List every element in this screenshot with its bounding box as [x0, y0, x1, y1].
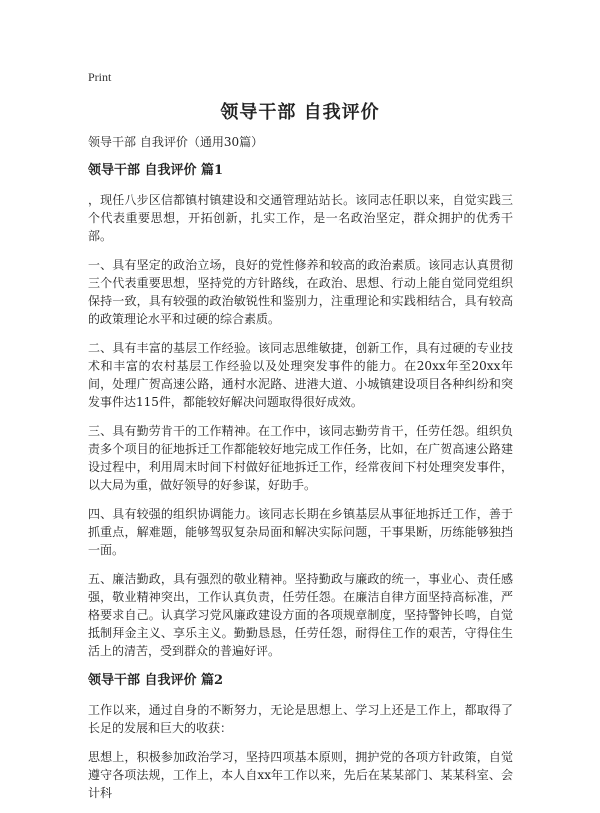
paragraph: ，现任八步区信都镇村镇建设和交通管理站站长。该同志任职以来，自觉实践三个代表重要思想，开拓创新，扎实工作，是一名政治坚定，群众拥护的优秀干部。	[88, 193, 513, 243]
paragraph: 五、廉洁勤政，具有强烈的敬业精神。坚持勤政与廉政的统一，事业心、责任感强，敬业精神突出，工作认真负责，任劳任怨。在廉洁自律方面坚持高标准，严格要求自己。认真学习党风廉政建设方面的各项规章制度，坚持警钟长鸣，自觉抵制拜金主义、享乐主义。勤勤恳恳，任劳任怨，耐得住工作的艰苦，守得住生活上的清苦，受到群众的普遍好评。	[88, 572, 513, 658]
paragraph: 工作以来，通过自身的不断努力，无论是思想上、学习上还是工作上，都取得了长足的发展和巨大的收获：	[88, 703, 513, 735]
section-heading-2: 领导干部 自我评价 篇2	[88, 673, 224, 688]
print-link[interactable]: Print	[88, 70, 112, 84]
paragraph: 四、具有较强的组织协调能力。该同志长期在乡镇基层从事征地拆迁工作，善于抓重点，解难题，能够驾驭复杂局面和解决实际问题，干事果断，历练能够独挡一面。	[88, 507, 513, 557]
document-title: 领导干部 自我评价	[220, 102, 380, 123]
document-subtitle: 领导干部 自我评价（通用30篇）	[88, 135, 264, 149]
paragraph: 一、具有坚定的政治立场，良好的党性修养和较高的政治素质。该同志认真贯彻三个代表重要思想，坚持党的方针路线，在政治、思想、行动上能自觉同党组织保持一致，具有较强的政治敏锐性和鉴别力，注重理论和实践相结合，具有较高的政策理论水平和过硬的综合素质。	[88, 258, 513, 326]
section-heading-1: 领导干部 自我评价 篇1	[88, 163, 224, 178]
document-body	[88, 133, 513, 813]
paragraph: 二、具有丰富的基层工作经验。该同志思维敏捷，创新工作，具有过硬的专业技术和丰富的农村基层工作经验以及处理突发事件的能力。在20xx年至20xx年间，处理广贺高速公路，通村水泥路、进港大道、小城镇建设项目各种纠纷和突发事件达115件，都能较好解决问题取得很好成效。	[88, 341, 513, 409]
paragraph: 思想上，积极参加政治学习，坚持四项基本原则，拥护党的各项方针政策，自觉遵守各项法规，工作上，本人自xx年工作以来，先后在某某部门、某某科室、会计科	[88, 750, 513, 800]
paragraph: 三、具有勤劳肯干的工作精神。在工作中，该同志勤劳肯干，任劳任怨。组织负责多个项目的征地拆迁工作都能较好地完成工作任务，比如，在广贺高速公路建设过程中，利用周末时间下村做好征地拆迁工作，经常夜间下村处理突发事件，以大局为重，做好领导的好参谋，好助手。	[88, 424, 513, 492]
